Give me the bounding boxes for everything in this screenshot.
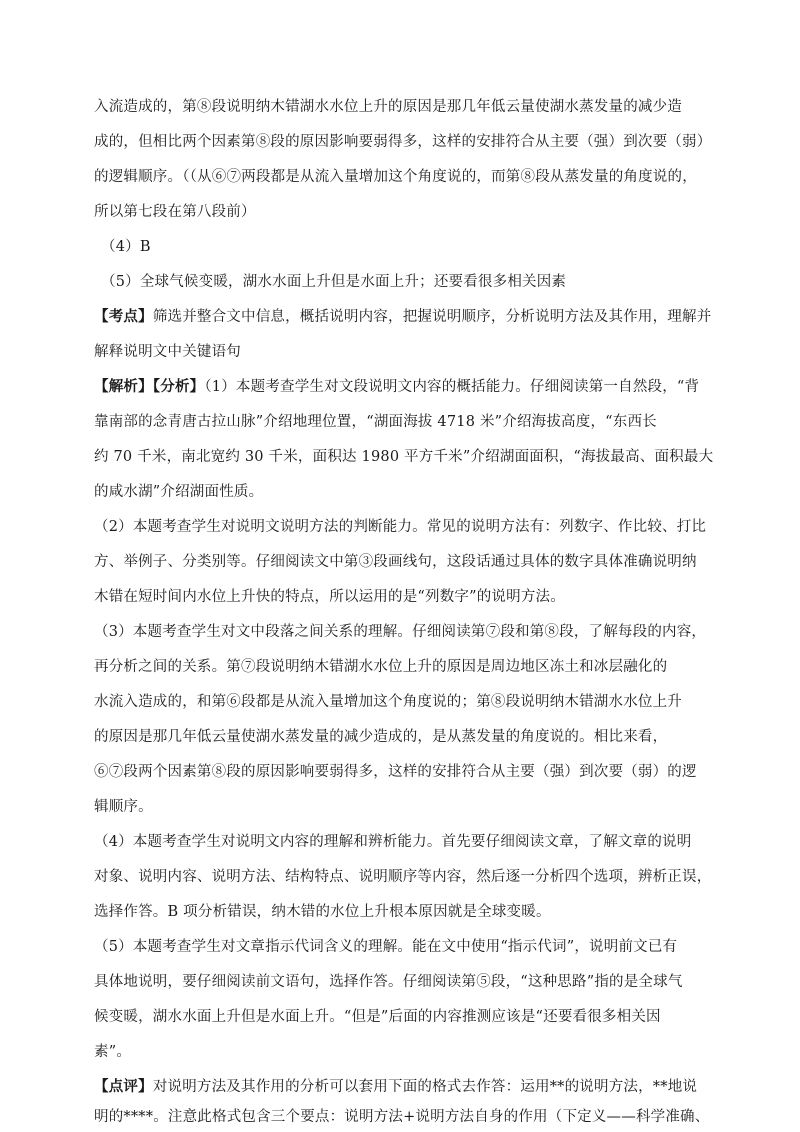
- text-line: 的咸水湖”介绍湖面性质。: [94, 484, 264, 500]
- dianping-label: 【点评】: [94, 1079, 153, 1095]
- text-line: 选择作答。B 项分析错误，纳木错的水位上升根本原因就是全球变暖。: [94, 904, 551, 920]
- text-line: 水流入造成的，和第⑥段都是从流入量增加这个角度说的；第⑧段说明纳木错湖水水位上升: [94, 694, 682, 710]
- text-line: 辑顺序。: [94, 799, 153, 815]
- text-line: （2）本题考查学生对说明文说明方法的判断能力。常见的说明方法有：列数字、作比较、打比: [94, 519, 707, 535]
- text-line: ⑥⑦段两个因素第⑧段的原因影响要弱得多，这样的安排符合从主要（强）到次要（弱）的逻: [94, 764, 697, 780]
- text-line: （5）本题考查学生对文章指示代词含义的理解。能在文中使用“指示代词”，说明前文已有: [94, 939, 678, 955]
- text-line: 方、举例子、分类别等。仔细阅读文中第③段画线句，这段话通过具体的数字具体准确说明纳: [94, 554, 697, 570]
- answer-5: （5）全球气候变暖，湖水水面上升但是水面上升；还要看很多相关因素: [101, 274, 567, 290]
- kaodian-line: [94, 304, 711, 330]
- text-line: 对象、说明内容、说明方法、结构特点、说明顺序等内容，然后逐一分析四个选项，辨析正误，: [94, 869, 712, 885]
- jiexi-label: 【解析】【分析】: [94, 379, 205, 395]
- kaodian-label: 【考点】: [94, 309, 153, 325]
- text-line: 再分析之间的关系。第⑦段说明纳木错湖水水位上升的原因是周边地区冻土和冰层融化的: [94, 659, 668, 675]
- jiexi-line: [94, 374, 699, 400]
- text-line: 的原因是那几年低云量使湖水蒸发量的减少造成的，是从蒸发量的角度说的。相比来看，: [94, 729, 668, 745]
- text-line: 成的，但相比两个因素第⑧段的原因影响要弱得多，这样的安排符合从主要（强）到次要（弱）: [94, 134, 712, 150]
- text-line: 所以第七段在第八段前）: [94, 204, 256, 220]
- kaodian-text: 筛选并整合文中信息，概括说明内容，把握说明顺序，分析说明方法及其作用，理解并: [152, 309, 712, 325]
- text-line: 候变暖，湖水水面上升但是水面上升。“但是”后面的内容推测应该是“还要看很多相关因: [94, 1009, 661, 1025]
- text-line: 入流造成的，第⑧段说明纳木错湖水水位上升的原因是那几年低云量使湖水蒸发量的减少造: [94, 99, 682, 115]
- text-line: 解释说明文中关键语句: [94, 344, 241, 360]
- text-line: 明的****。注意此格式包含三个要点：说明方法+说明方法自身的作用（下定义——科学准确、: [94, 1109, 710, 1125]
- text-line: 木错在短时间内水位上升快的特点，所以运用的是“列数字”的说明方法。: [94, 589, 565, 605]
- text-line: 约 70 千米，南北宽约 30 千米，面积达 1980 平方千米”介绍湖面面积，“海拔最高、面积最大: [94, 449, 714, 465]
- text-line: 的逻辑顺序。（（从⑥⑦两段都是从流入量增加这个角度说的，而第⑧段从蒸发量的角度说的，: [94, 169, 697, 185]
- dianping-text: 对说明方法及其作用的分析可以套用下面的格式去作答：运用**的说明方法，**地说: [152, 1079, 698, 1095]
- text-line: （4）本题考查学生对说明文内容的理解和辨析能力。首先要仔细阅读文章，了解文章的说明: [94, 834, 692, 850]
- answer-4: （4）B: [101, 239, 151, 255]
- jiexi-text: （1）本题考查学生对文段说明文内容的概括能力。仔细阅读第一自然段，“背: [204, 379, 700, 395]
- text-line: （3）本题考查学生对文中段落之间关系的理解。仔细阅读第⑦段和第⑧段，了解每段的内容，: [94, 624, 707, 640]
- text-line: 素”。: [94, 1044, 132, 1060]
- text-line: 靠南部的念青唐古拉山脉”介绍地理位置，“湖面海拔 4718 米”介绍海拔高度，“东西长: [94, 414, 657, 430]
- text-line: 具体地说明，要仔细阅读前文语句，选择作答。仔细阅读第⑤段，“这种思路”指的是全球气: [94, 974, 683, 990]
- dianping-line: [94, 1074, 697, 1100]
